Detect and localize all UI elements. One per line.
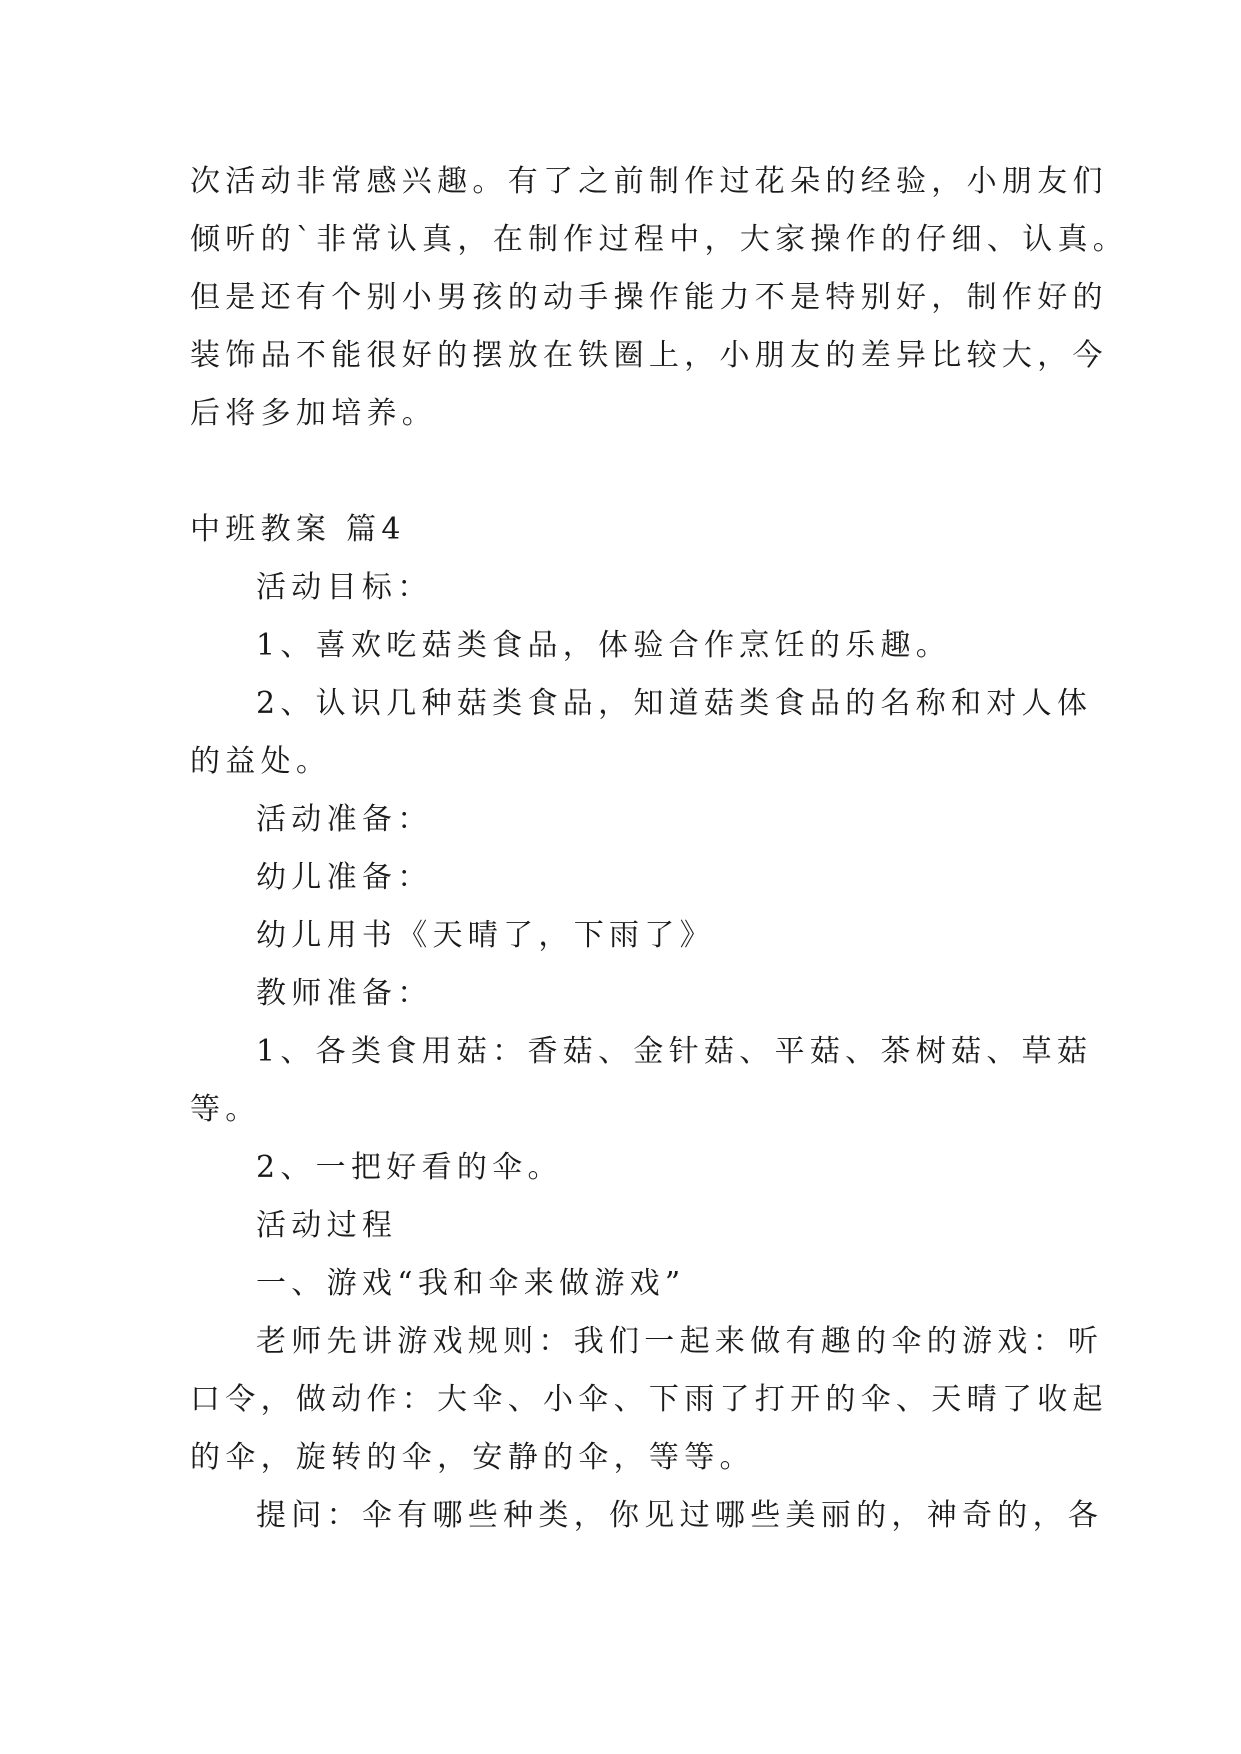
paragraph-line: 但是还有个别小男孩的动手操作能力不是特别好，制作好的 — [190, 280, 1108, 315]
section-spacer — [190, 443, 1090, 501]
process-label: 活动过程 — [256, 1208, 398, 1243]
preparation-label: 活动准备： — [256, 802, 433, 837]
document-body — [190, 153, 1129, 1545]
lesson-plan-section — [190, 501, 1108, 1545]
process-step-text-continuation: 的伞，旋转的伞，安静的伞，等等。 — [190, 1440, 755, 1475]
teacher-preparation-label: 教师准备： — [256, 976, 433, 1011]
teacher-preparation-item-continuation: 等。 — [190, 1092, 261, 1127]
previous-section — [190, 153, 1129, 443]
child-preparation-item: 幼儿用书《天晴了，下雨了》 — [256, 918, 715, 953]
section-heading: 中班教案 篇4 — [190, 512, 406, 547]
paragraph-line: 后将多加培养。 — [190, 396, 438, 431]
question-text: 提问：伞有哪些种类，你见过哪些美丽的，神奇的，各 — [256, 1498, 1104, 1533]
paragraph-line: 次活动非常感兴趣。有了之前制作过花朵的经验，小朋友们 — [190, 164, 1108, 199]
objective-item-continuation: 的益处。 — [190, 744, 332, 779]
process-step-title: 一、游戏“我和伞来做游戏” — [256, 1266, 686, 1301]
objectives-label: 活动目标： — [256, 570, 433, 605]
process-step-text: 老师先讲游戏规则：我们一起来做有趣的伞的游戏：听 — [256, 1324, 1104, 1359]
teacher-preparation-item: 2、一把好看的伞。 — [256, 1150, 563, 1185]
teacher-preparation-item: 1、各类食用菇：香菇、金针菇、平菇、茶树菇、草菇 — [256, 1034, 1093, 1069]
child-preparation-label: 幼儿准备： — [256, 860, 433, 895]
objective-item: 1、喜欢吃菇类食品，体验合作烹饪的乐趣。 — [256, 628, 952, 663]
objective-item: 2、认识几种菇类食品，知道菇类食品的名称和对人体 — [256, 686, 1093, 721]
paragraph-line: 倾听的`非常认真，在制作过程中，大家操作的仔细、认真。 — [190, 222, 1129, 257]
process-step-text-continuation: 口令，做动作：大伞、小伞、下雨了打开的伞、天晴了收起 — [190, 1382, 1108, 1417]
paragraph-line: 装饰品不能很好的摆放在铁圈上，小朋友的差异比较大，今 — [190, 338, 1108, 373]
